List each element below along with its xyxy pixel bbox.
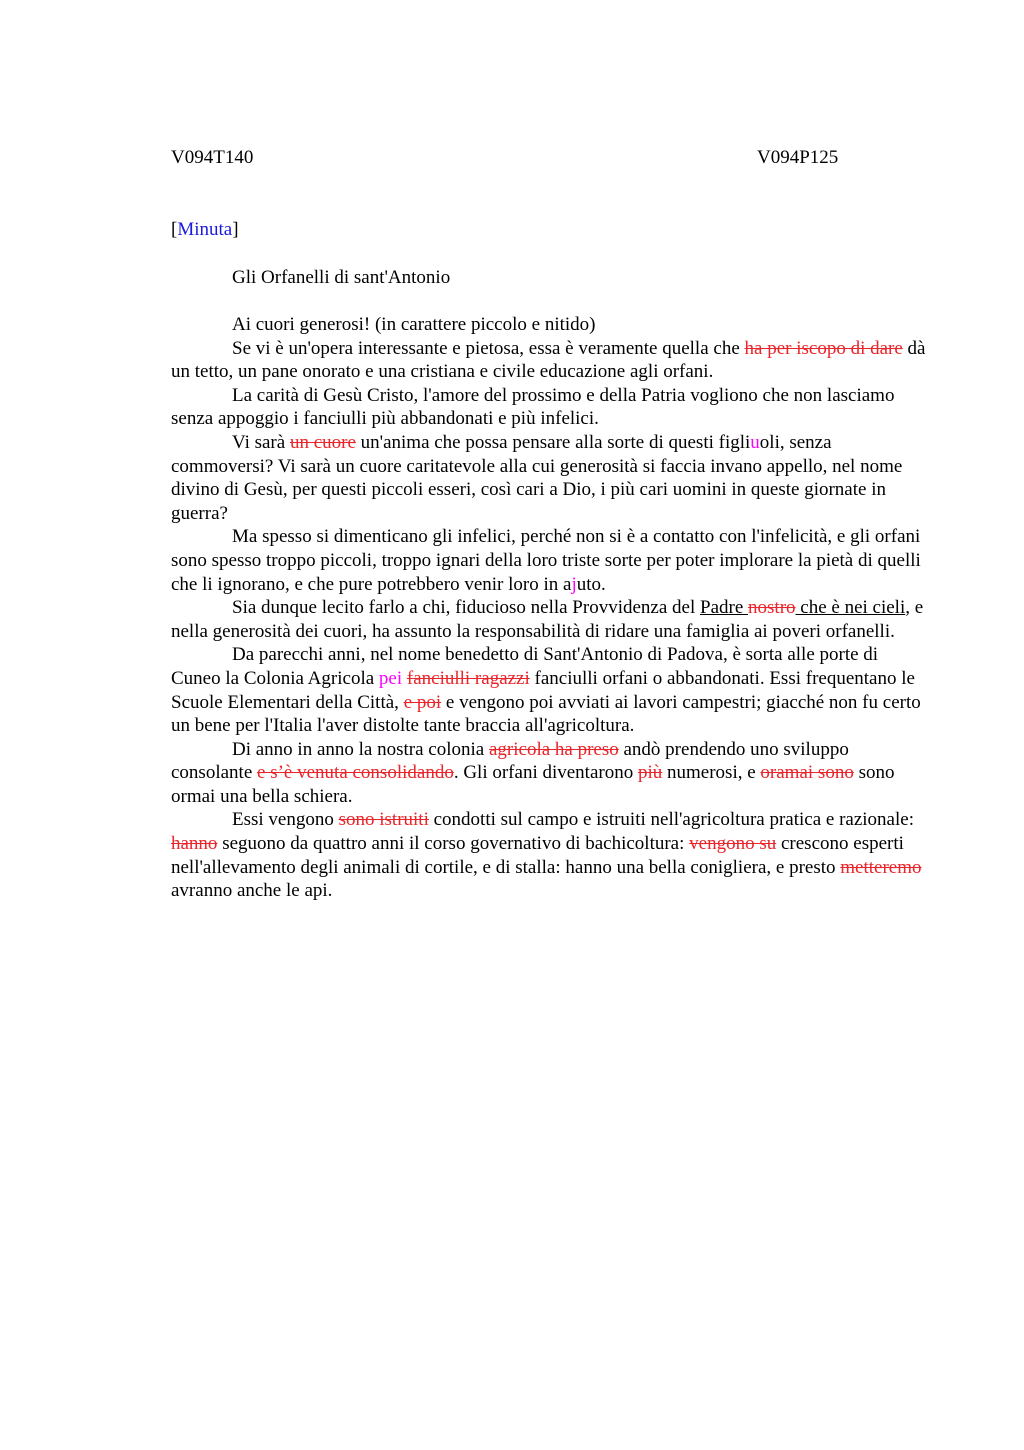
text-run: avranno anche le api.	[171, 880, 333, 902]
text-run: Essi vengono	[232, 809, 339, 831]
text-run: Sia dunque lecito farlo a chi, fiducioso nella Provvidenza del	[232, 597, 700, 619]
paragraph-4	[171, 431, 927, 525]
text-run: oli, senza commoversi? Vi sarà un cuore caritatevole alla cui generosità si faccia invano appello, nel nome divino di Gesù, per questi piccoli esseri, così cari a Dio, i più cari uomini in queste giornate in guerra?	[171, 431, 903, 524]
text-run: uto.	[576, 573, 606, 595]
inserted-word: pei	[378, 667, 403, 689]
text-run: condotti sul campo e istruiti nell'agricoltura pratica e razionale:	[428, 809, 914, 831]
underlined-text: Padre	[700, 597, 749, 619]
text-run: numerosi, e	[662, 762, 761, 784]
text-run: . Gli orfani diventarono	[453, 762, 638, 784]
document-type-label	[171, 218, 239, 242]
text-run: Ma spesso si dimenticano gli infelici, perché non si è a contatto con l'infelicità, e gli orfani sono spesso troppo piccoli, troppo ignari della loro triste sorte per poter implorare la pietà di quelli che li ignorano, e che pure potrebbero venir loro in a	[171, 526, 921, 595]
text-run: dà un tetto, un pane onorato e una cristiana e civile educazione agli orfani.	[171, 337, 926, 383]
text-run: andò prendendo uno sviluppo consolante	[171, 738, 849, 784]
text-run: Da parecchi anni, nel nome benedetto di Sant'Antonio di Padova, è sorta alle porte di Cuneo la Colonia Agricola	[171, 644, 879, 689]
text-run: sono ormai una bella schiera.	[171, 762, 895, 807]
paragraph-6	[171, 596, 927, 643]
document-code-left: V094T140	[171, 147, 254, 168]
deleted-text: più	[637, 762, 663, 784]
paragraph-9	[171, 808, 927, 902]
text-run: e vengono poi avviati ai lavori campestri; giacché non fu certo un bene per l'Italia l'aver distolte tante braccia all'agricoltura.	[171, 691, 921, 737]
text-run: Vi sarà	[232, 431, 290, 453]
deleted-text: sono istruiti	[338, 809, 429, 831]
deleted-text: nostro	[748, 597, 796, 619]
inserted-letter: u	[750, 431, 760, 453]
paragraph-3: La carità di Gesù Cristo, l'amore del prossimo e della Patria vogliono che non lasciamo senza appoggio i fanciulli più abbandonati e più infelici.	[171, 384, 895, 430]
label-bracket-open: [	[171, 219, 178, 240]
text-run: fanciulli orfani o abbandonati. Essi frequentano le Scuole Elementari della Città,	[171, 667, 915, 713]
deleted-text: vengono su	[689, 833, 777, 855]
deleted-text: hanno	[171, 833, 218, 855]
page-header	[171, 146, 931, 170]
deleted-text: oramai sono	[760, 762, 854, 784]
deleted-text: e s’è venuta consolidando	[257, 762, 454, 784]
deleted-text: agricola ha preso	[488, 738, 619, 760]
text-run: un'anima che possa pensare alla sorte di questi figli	[355, 431, 751, 453]
paragraph-8	[171, 738, 927, 809]
underlined-text: che è nei cieli	[795, 597, 906, 619]
deleted-text: fanciulli ragazzi	[406, 667, 530, 689]
text-run: seguono da quattro anni il corso governativo di bachicoltura:	[217, 833, 690, 855]
paragraph-1: Ai cuori generosi! (in carattere piccolo e nitido)	[232, 314, 596, 335]
paragraph-2	[171, 337, 927, 384]
text-run: crescono esperti nell'allevamento degli animali di cortile, e di stalla: hanno una bella conigliera, e presto	[171, 833, 904, 878]
deleted-text: metteremo	[840, 856, 922, 878]
document-code-right: V094P125	[757, 147, 839, 168]
deleted-text: ha per iscopo di dare	[744, 337, 903, 359]
inserted-letter: j	[571, 573, 577, 595]
document-title: Gli Orfanelli di sant'Antonio	[232, 267, 451, 288]
text-run: Di anno in anno la nostra colonia	[232, 738, 489, 760]
document-body	[171, 313, 927, 903]
paragraph-5	[171, 525, 927, 596]
paragraph-7	[171, 643, 927, 737]
label-minuta: Minuta	[177, 219, 233, 240]
deleted-text: e poi	[403, 691, 442, 713]
label-bracket-close: ]	[232, 219, 239, 240]
text-run: , e nella generosità dei cuori, ha assunto la responsabilità di ridare una famiglia ai poveri orfanelli.	[171, 597, 924, 642]
text-run: Se vi è un'opera interessante e pietosa, essa è veramente quella che	[232, 337, 745, 359]
deleted-text: un cuore	[289, 431, 356, 453]
